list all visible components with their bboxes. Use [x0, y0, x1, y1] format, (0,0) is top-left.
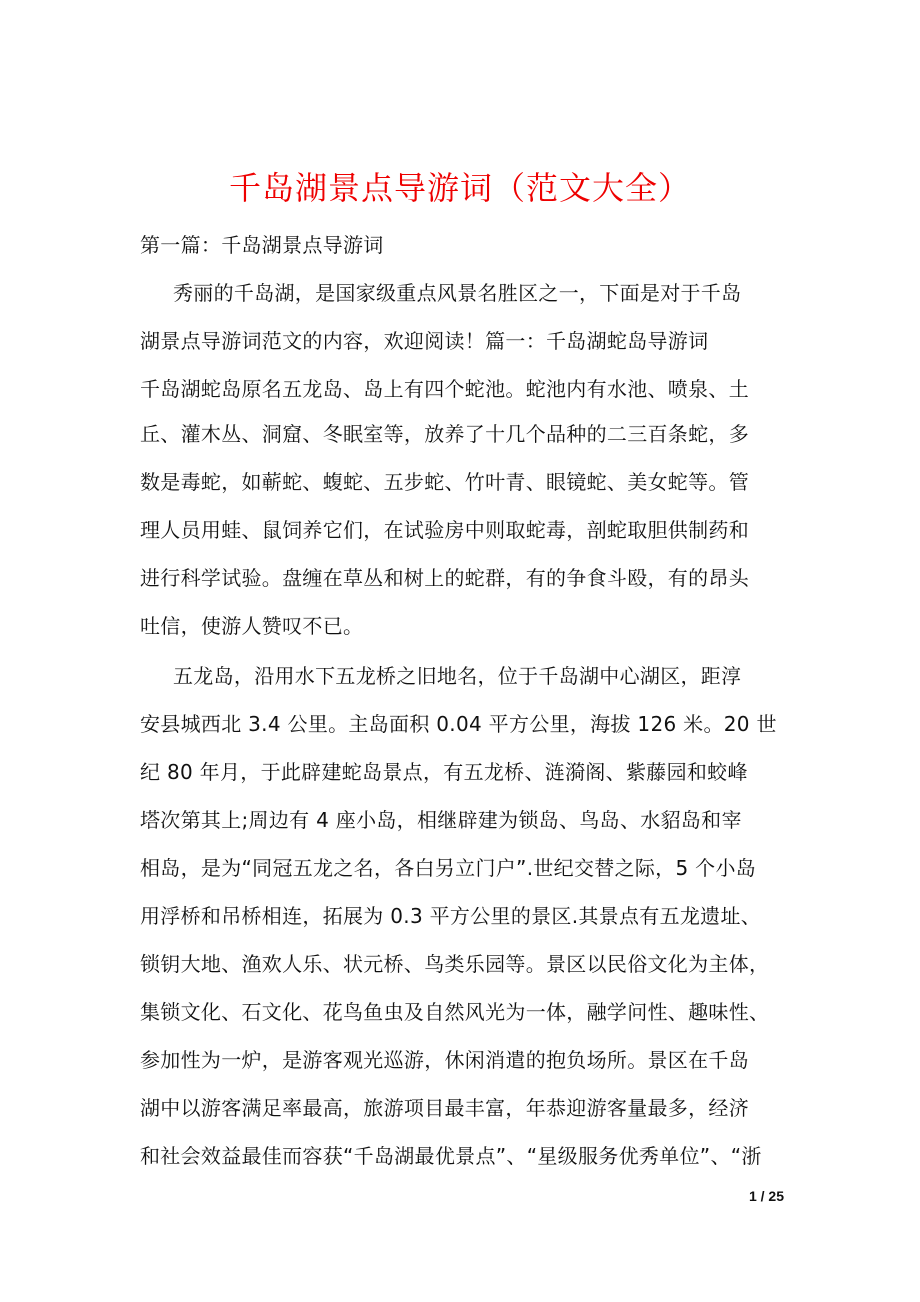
page-number: 1 / 25 — [748, 1188, 784, 1204]
document-body — [140, 229, 800, 1188]
body-line: 五龙岛，沿用水下五龙桥之旧地名，位于千岛湖中心湖区，距淳 — [173, 664, 742, 688]
body-line: 数是毒蛇，如蕲蛇、蝮蛇、五步蛇、竹叶青、眼镜蛇、美女蛇等。管 — [140, 470, 749, 494]
body-line: 锁钥大地、渔欢人乐、状元桥、鸟类乐园等。景区以民俗文化为主体， — [140, 952, 770, 976]
body-line: 参加性为一炉，是游客观光巡游，休闲消遣的抱负场所。景区在千岛 — [140, 1048, 749, 1072]
section-heading: 第一篇：千岛湖景点导游词 — [140, 233, 384, 257]
body-line: 吐信，使游人赞叹不已。 — [140, 614, 364, 638]
body-line: 纪 80 年月，于此辟建蛇岛景点，有五龙桥、涟漪阁、紫藤园和蛟峰 — [140, 760, 748, 784]
body-line: 集锁文化、石文化、花鸟鱼虫及自然风光为一体，融学问性、趣味性、 — [140, 1000, 770, 1024]
body-line: 丘、灌木丛、洞窟、冬眠室等，放养了十几个品种的二三百条蛇，多 — [140, 422, 749, 446]
body-line: 进行科学试验。盘缠在草丛和树上的蛇群，有的争食斗殴，有的昂头 — [140, 566, 749, 590]
body-line: 湖景点导游词范文的内容，欢迎阅读！篇一：千岛湖蛇岛导游词 — [140, 329, 709, 353]
body-line: 湖中以游客满足率最高，旅游项目最丰富，年恭迎游客量最多，经济 — [140, 1096, 749, 1120]
body-line: 相岛，是为“同冠五龙之名，各白另立门户”.世纪交替之际，5 个小岛 — [140, 856, 757, 880]
body-line: 和社会效益最佳而容获“千岛湖最优景点”、“星级服务优秀单位”、“浙 — [140, 1144, 762, 1168]
body-line: 千岛湖蛇岛原名五龙岛、岛上有四个蛇池。蛇池内有水池、喷泉、土 — [140, 377, 749, 401]
body-line: 安县城西北 3.4 公里。主岛面积 0.04 平方公里，海拔 126 米。20 世 — [140, 712, 777, 736]
body-line: 塔次第其上;周边有 4 座小岛，相继辟建为锁岛、鸟岛、水貂岛和宰 — [140, 808, 742, 832]
body-line: 秀丽的千岛湖，是国家级重点风景名胜区之一，下面是对于千岛 — [173, 281, 742, 305]
body-line: 用浮桥和吊桥相连，拓展为 0.3 平方公里的景区.其景点有五龙遗址、 — [140, 904, 762, 928]
body-line: 理人员用蛙、鼠饲养它们，在试验房中则取蛇毒，剖蛇取胆供制药和 — [140, 518, 749, 542]
document-title: 千岛湖景点导游词（范文大全） — [228, 169, 691, 208]
